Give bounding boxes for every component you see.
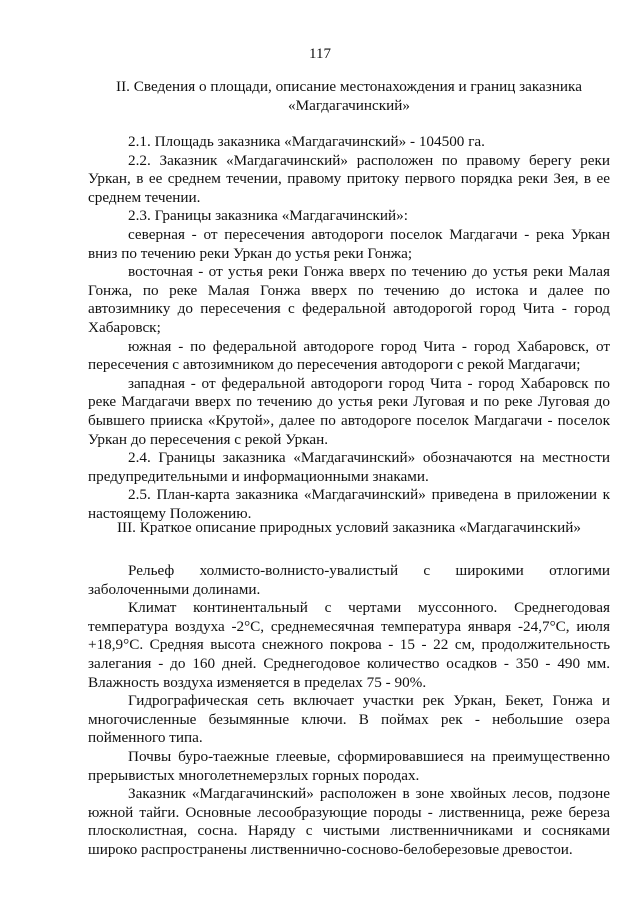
paragraph: Климат континентальный с чертами муссонного. Среднегодовая температура воздуха -2°С, среднемесячная температура января -24,7°С, июля +18,9°С. Средняя высота снежного покрова - 15 - 22 см, продолжительность залегания - до 160 дней. Среднегодовое количество осадков - 350 - 490 мм. Влажность воздуха изменяется в пределах 75 - 90%. [88,599,610,691]
paragraph: 2.3. Границы заказника «Магдагачинский»: [128,207,408,225]
paragraph: южная - по федеральной автодороге город Чита - город Хабаровск, от пересечения с автозимником до пересечения автодороги с рекой Магдагачи; [88,337,610,374]
paragraph: 2.4. Границы заказника «Магдагачинский» обозначаются на местности предупредительными и информационными знаками. [88,449,610,485]
section-3-body [88,562,610,860]
paragraph: северная - от пересечения автодороги поселок Магдагачи - река Уркан вниз по течению реки Уркан до устья реки Гонжа; [88,225,610,262]
paragraph: 2.2. Заказник «Магдагачинский» расположен по правому берегу реки Уркан, в ее среднем течении, правому притоку первого порядка реки Зея, в ее среднем течении. [88,151,610,206]
paragraph: Рельеф холмисто-волнисто-увалистый с широкими отлогими заболоченными долинами. [88,562,610,598]
page-number: 117 [309,46,331,62]
paragraph: Почвы буро-таежные глеевые, сформировавшиеся на преимущественно прерывистых многолетнемерзлых горных породах. [88,747,610,784]
paragraph: Гидрографическая сеть включает участки рек Уркан, Бекет, Гонжа и многочисленные безымянные ключи. В поймах рек - небольшие озера пойменного типа. [88,692,610,747]
section-2-body [88,133,610,523]
paragraph: 2.5. План-карта заказника «Магдагачинский» приведена в приложении к настоящему Положению. [88,486,610,522]
paragraph: Заказник «Магдагачинский» расположен в зоне хвойных лесов, подзоне южной тайги. Основные лесообразующие породы - лиственница, реже береза плосколистная, сосна. Наряду с чистыми лиственничниками и сосняками широко распространены лиственнично-сосново-белоберезовые древостои. [88,785,610,858]
section-2-heading: II. Сведения о площади, описание местонахождения и границ заказника «Магдагачинский» [116,78,582,114]
section-3-heading: III. Краткое описание природных условий заказника «Магдагачинский» [116,519,582,536]
paragraph: западная - от федеральной автодороги город Чита - город Хабаровск по реке Магдагачи вверх по течению до устья реки Луговая и по реке Луговая до бывшего прииска «Крутой», далее по автодороге поселок Магдагачи - поселок Уркан до пересечения с рекой Уркан. [88,374,610,448]
paragraph: 2.1. Площадь заказника «Магдагачинский» - 104500 га. [128,133,485,150]
paragraph: восточная - от устья реки Гонжа вверх по течению до устья реки Малая Гонжа, по реке Малая Гонжа вверх по течению до истока и далее по автозимнику до пересечения с федеральной автодорогой город Чита - город Хабаровск; [88,263,610,336]
